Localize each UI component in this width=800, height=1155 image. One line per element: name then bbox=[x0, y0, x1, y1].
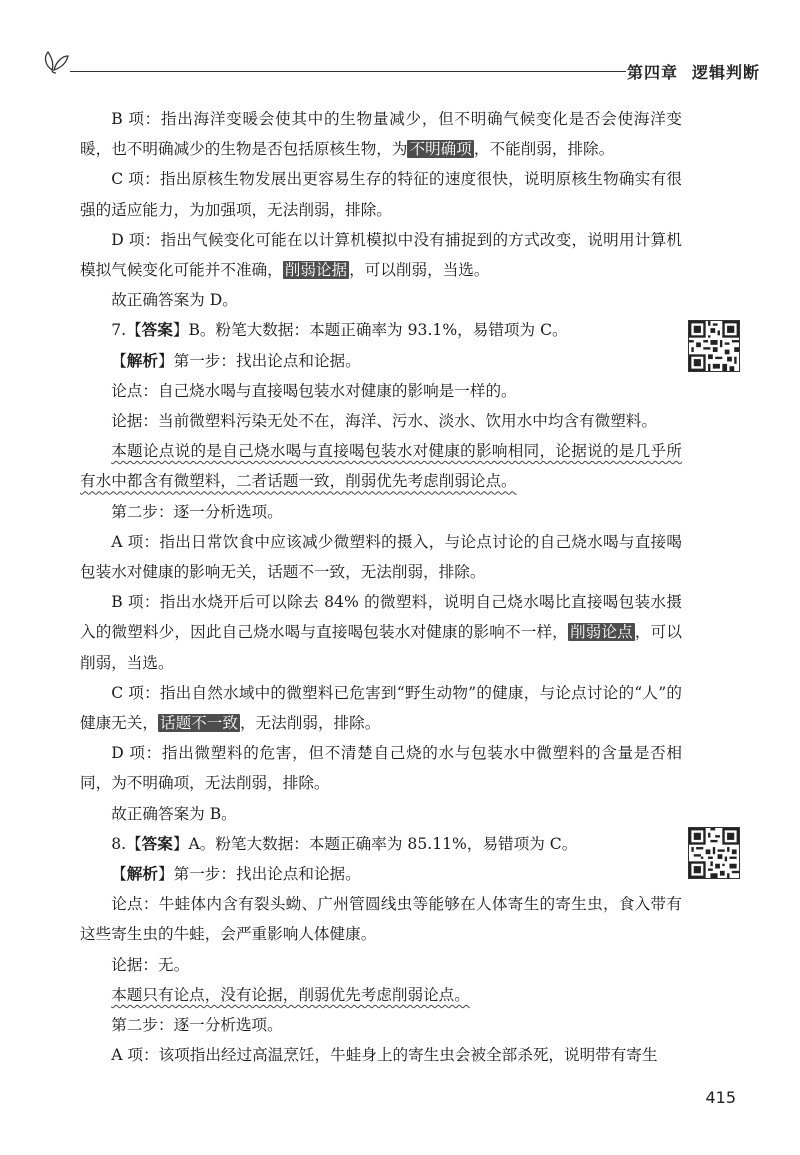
analysis-line: 【解析】第一步：找出论点和论据。 bbox=[111, 350, 361, 370]
answer-label: 答案 bbox=[141, 833, 173, 853]
paragraph: A 项：指出日常饮食中应该减少微塑料的摄入，与论点讨论的自己烧水喝与直接喝包装水对健康的影响无关，话题不一致，无法削弱，排除。 bbox=[80, 532, 682, 582]
paragraph: 故正确答案为 D。 bbox=[111, 291, 238, 310]
paragraph bbox=[80, 980, 682, 1010]
answer-line: 7.【答案】B。粉笔大数据：本题正确率为 93.1%，易错项为 C。 bbox=[111, 320, 568, 340]
answer-line: 8.【答案】A。粉笔大数据：本题正确率为 85.11%，易错项为 C。 bbox=[111, 833, 578, 853]
paragraph: B 项：指出海洋变暖会使其中的生物量减少，但不明确气候变化是否会使海洋变暖，也不明确减少的生物是否包括原核生物，为 不明确项 ，不能削弱，排除。 bbox=[80, 110, 682, 159]
paragraph: 第二步：逐一分析选项。 bbox=[111, 502, 283, 521]
paragraph: D 项：指出气候变化可能在以计算机模拟中没有捕捉到的方式改变，说明用计算机模拟气候变化可能并不准确， 削弱论据 ，可以削弱，当选。 bbox=[80, 230, 682, 280]
answer-label: 答案 bbox=[141, 320, 173, 340]
analysis-label: 解析 bbox=[126, 350, 158, 370]
paragraph: 第二步：逐一分析选项。 bbox=[111, 1016, 283, 1035]
paragraph: 论据：无。 bbox=[111, 955, 190, 974]
paragraph: D 项：指出微塑料的危害，但不清楚自己烧的水与包装水中微塑料的含量是否相同，为不明确项，无法削弱，排除。 bbox=[80, 744, 682, 793]
chapter-number: 第四章 bbox=[626, 63, 678, 82]
analysis-line: 【解析】第一步：找出论点和论据。 bbox=[111, 864, 361, 884]
chapter-title: 逻辑判断 bbox=[691, 63, 760, 82]
paragraph: 论据：当前微塑料污染无处不在，海洋、污水、淡水、饮用水中均含有微塑料。 bbox=[111, 412, 657, 431]
paragraph: C 项：指出原核生物发展出更容易生存的特征的速度很快，说明原核生物确实有很强的适应能力，为加强项，无法削弱，排除。 bbox=[80, 170, 682, 219]
paragraph bbox=[80, 436, 682, 496]
analysis-label: 解析 bbox=[126, 864, 158, 884]
chapter-heading bbox=[627, 60, 760, 83]
wavy-underlined-text: 本题论点说的是自己烧水喝与直接喝包装水对健康的影响相同，论据说的是几乎所有水中都含有微塑料，二者话题一致，削弱优先考虑削弱论点。 bbox=[80, 442, 682, 491]
paragraph: A 项：该项指出经过高温烹饪，牛蛙身上的寄生虫会被全部杀死，说明带有寄生 bbox=[111, 1046, 658, 1065]
wavy-underlined-text: 本题只有论点，没有论据，削弱优先考虑削弱论点。 bbox=[111, 985, 470, 1004]
header-rule bbox=[70, 71, 626, 72]
paragraph: C 项：指出自然水域中的微塑料已危害到“野生动物”的健康，与论点讨论的“人”的健康无关， 话题不一致 ，无法削弱，排除。 bbox=[80, 683, 682, 733]
answer-explanation-body bbox=[80, 104, 682, 1071]
paragraph: 故正确答案为 B。 bbox=[111, 804, 237, 823]
highlight-tag: 削弱论据 bbox=[284, 261, 348, 280]
highlight-tag: 话题不一致 bbox=[159, 714, 238, 733]
page-number: 415 bbox=[705, 1088, 736, 1107]
highlight-tag: 不明确项 bbox=[409, 140, 472, 159]
paragraph: 论点：自己烧水喝与直接喝包装水对健康的影响是一样的。 bbox=[111, 381, 517, 400]
page-header bbox=[40, 40, 760, 80]
leaf-ornament-icon bbox=[40, 46, 70, 74]
highlight-tag: 削弱论点 bbox=[569, 623, 633, 642]
paragraph: 论点：牛蛙体内含有裂头蚴、广州管圆线虫等能够在人体寄生的寄生虫，食入带有这些寄生虫的牛蛙，会严重影响人体健康。 bbox=[80, 895, 682, 944]
qr-code-icon[interactable] bbox=[688, 320, 740, 372]
paragraph: B 项：指出水烧开后可以除去 84% 的微塑料，说明自己烧水喝比直接喝包装水摄入的微塑料少，因此自己烧水喝与直接喝包装水对健康的影响不一样， 削弱论点 ，可以削弱，当选。 bbox=[80, 593, 682, 672]
qr-code-icon[interactable] bbox=[688, 827, 740, 879]
